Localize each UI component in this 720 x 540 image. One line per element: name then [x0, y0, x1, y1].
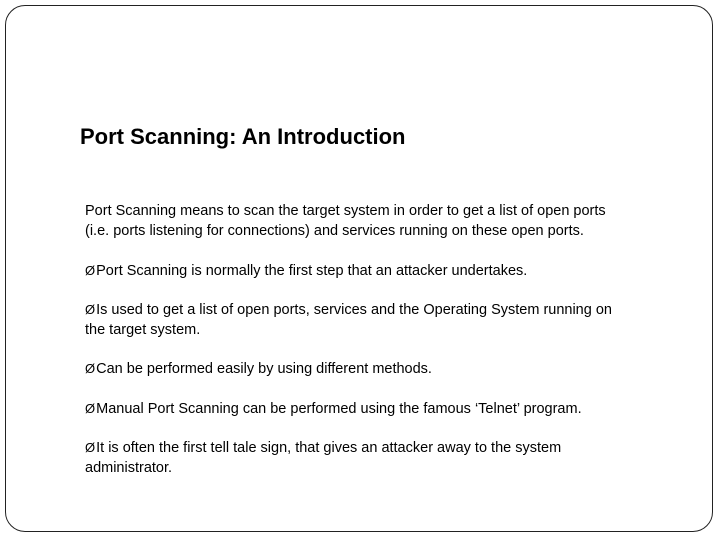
arrow-bullet-icon: Ø	[85, 262, 96, 278]
bullet-item	[85, 438, 625, 478]
arrow-bullet-icon: Ø	[85, 302, 96, 317]
bullet-text: Is used to get a list of open ports, services and the Operating System running on the target system.	[85, 302, 612, 338]
bullet-item	[85, 359, 625, 380]
bullet-item	[85, 399, 625, 420]
slide-body	[85, 202, 625, 497]
bullet-item	[85, 261, 625, 282]
bullet-text: Port Scanning is normally the first step that an attacker undertakes.	[96, 262, 528, 279]
arrow-bullet-icon: Ø	[85, 400, 96, 416]
bullet-text: Can be performed easily by using different methods.	[96, 361, 432, 377]
bullet-item	[85, 300, 625, 340]
bullet-text: It is often the first tell tale sign, that gives an attacker away to the system administrator.	[85, 440, 562, 476]
slide-title: Port Scanning: An Introduction	[80, 124, 406, 149]
bullet-text: Manual Port Scanning can be performed using the famous ‘Telnet’ program.	[96, 400, 582, 417]
arrow-bullet-icon: Ø	[85, 361, 96, 376]
arrow-bullet-icon: Ø	[85, 440, 96, 455]
intro-paragraph: Port Scanning means to scan the target system in order to get a list of open ports (i.e. ports listening for connections) and services running on these open ports.	[85, 203, 606, 239]
